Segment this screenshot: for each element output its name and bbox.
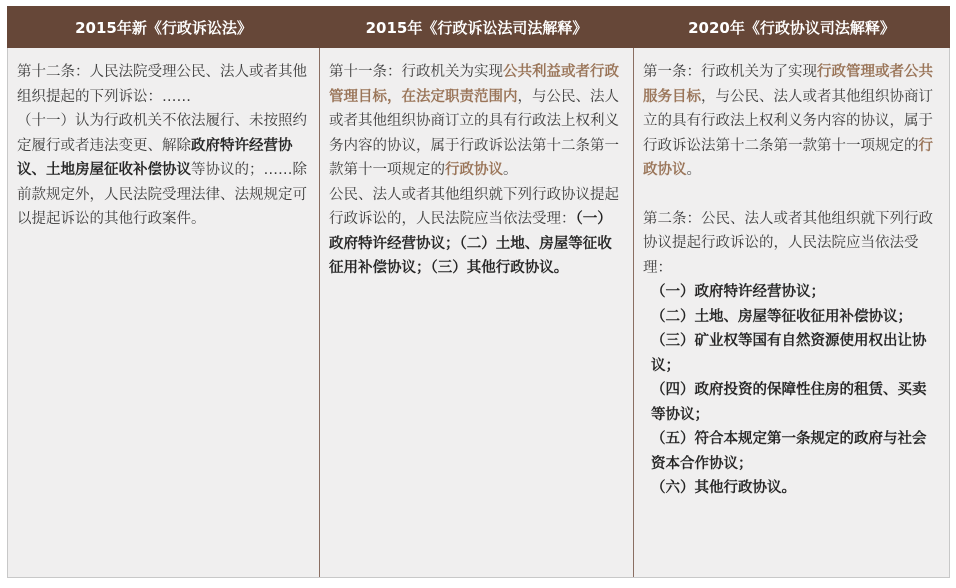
header-2020-interpretation: 2020年《行政协议司法解释》 — [634, 7, 950, 48]
article-2-item: （一）政府特许经营协议； — [651, 284, 825, 300]
paragraph-gap — [643, 183, 940, 207]
content-row — [8, 48, 950, 578]
article-2-item: （五）符合本规定第一条规定的政府与社会资本合作协议； — [651, 431, 927, 472]
cell-2015-law — [8, 48, 320, 578]
article-1-highlight-purpose: 行政管理或者公共服务目标 — [643, 64, 933, 105]
header-2015-law: 2015年新《行政诉讼法》 — [8, 7, 320, 48]
cell-2020-interpretation — [634, 48, 950, 578]
article-11-highlight-term: 行政协议 — [445, 162, 503, 178]
article-11-scope-intro: 公民、法人或者其他组织就下列行政协议提起行政诉讼的，人民法院应当依法受理： — [329, 186, 619, 227]
article-2-item: （六）其他行政协议。 — [651, 480, 796, 496]
article-12-item-11-bold: 政府特许经营协议、土地房屋征收补偿协议 — [17, 137, 293, 178]
article-11-end: 。 — [503, 162, 518, 178]
header-2015-interpretation: 2015年《行政诉讼法司法解释》 — [320, 7, 634, 48]
header-row — [8, 7, 950, 48]
article-12-intro: 第十二条：人民法院受理公民、法人或者其他组织提起的下列诉讼：…… — [17, 64, 307, 105]
article-11-body: ，与公民、法人或者其他组织协商订立的具有行政法上权利义务内容的协议，属于行政诉讼法第十二条第一款第十一项规定的 — [329, 88, 619, 178]
comparison-table — [7, 6, 950, 578]
article-12-item-11-rest: 等协议的；……除前款规定外，人民法院受理法律、法规规定可以提起诉讼的其他行政案件。 — [17, 162, 307, 227]
article-1-body: ，与公民、法人或者其他组织协商订立的具有行政法上权利义务内容的协议，属于行政诉讼法第十二条第一款第十一项规定的 — [643, 88, 933, 154]
article-1-highlight-term: 行政协议 — [643, 137, 933, 178]
article-11-scope-list: （一）政府特许经营协议；（二）土地、房屋等征收征用补偿协议；（三）其他行政协议。 — [329, 211, 612, 276]
article-2-item: （二）土地、房屋等征收征用补偿协议； — [651, 308, 912, 325]
article-11-lead: 第十一条：行政机关为实现 — [329, 64, 503, 80]
article-1-end: 。 — [686, 162, 701, 178]
article-2-intro: 第二条：公民、法人或者其他组织就下列行政协议提起行政诉讼的，人民法院应当依法受理： — [643, 210, 933, 276]
cell-2015-interpretation — [320, 48, 634, 578]
article-2-item: （三）矿业权等国有自然资源使用权出让协议； — [651, 333, 927, 374]
article-12-item-11: （十一）认为行政机关不依法履行、未按照约定履行或者违法变更、解除 — [17, 113, 307, 154]
article-11-highlight-purpose: 公共利益或者行政管理目标，在法定职责范围内 — [329, 64, 619, 105]
article-1-lead: 第一条：行政机关为了实现 — [643, 64, 817, 80]
article-2-item: （四）政府投资的保障性住房的租赁、买卖等协议； — [651, 382, 927, 423]
